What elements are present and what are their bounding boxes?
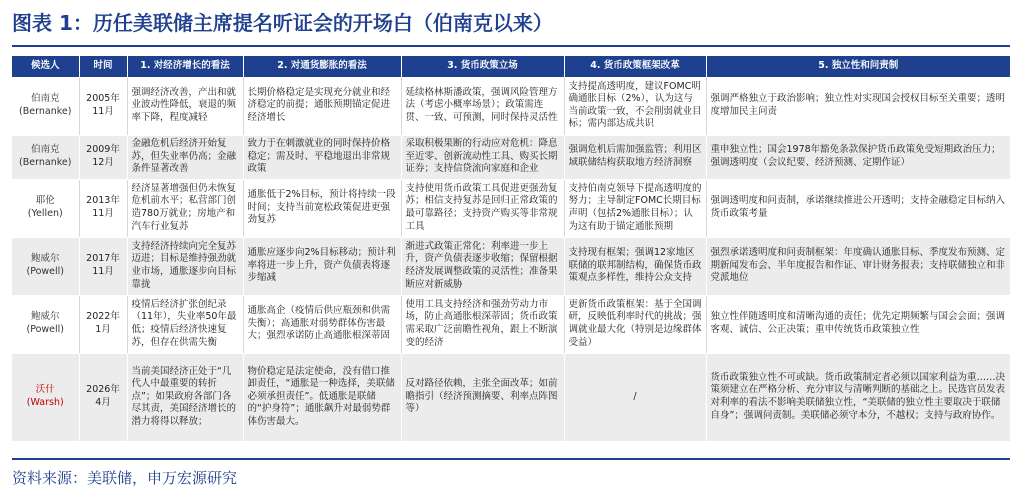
table-row (12, 77, 1010, 135)
inflation-cell: 长期价格稳定是实现充分就业和经济稳定的前提；通胀预期锚定促进经济增长 (243, 77, 401, 135)
policy-cell: 反对路径依赖，主张全面改革；如前瞻指引（经济预测摘要、利率点阵图等） (401, 353, 564, 441)
title-divider (12, 45, 1010, 47)
candidate-cell (12, 77, 79, 135)
candidate-cell (12, 295, 79, 353)
date-cell: 2009年12月 (79, 135, 127, 179)
growth-cell: 金融危机后经济开始复苏，但失业率仍高；金融条件显著改善 (127, 135, 243, 179)
growth-cell: 支持经济持续向完全复苏迈进；目标是维持强劲就业市场，通胀逐步向目标靠拢 (127, 237, 243, 295)
inflation-cell: 物价稳定是法定使命，没有借口推卸责任，“通胀是一种选择，美联储必须承担责任”。低通胀是联储的“护身符”；通胀飙升对最弱势群体伤害最大。 (243, 353, 401, 441)
independence-cell: 强调透明度和问责制，承诺继续推进公开透明；支持金融稳定目标纳入货币政策考量 (706, 179, 1010, 237)
source-note: 资料来源：美联储，申万宏源研究 (12, 469, 238, 487)
candidate-name-en: (Powell) (26, 266, 64, 277)
header-date: 时间 (79, 56, 127, 77)
inflation-cell: 通胀高企（疫情后供应瓶颈和供需失衡）；高通胀对弱势群体伤害最大；强烈承诺防止高通胀根深蒂固 (243, 295, 401, 353)
candidate-name-en: (Powell) (26, 324, 64, 335)
table-row (12, 179, 1010, 237)
page-title: 图表 1：历任美联储主席提名听证会的开场白（伯南克以来） (12, 11, 553, 35)
candidate-cell (12, 179, 79, 237)
growth-cell: 经济显著增强但仍未恢复危机前水平；私营部门创造780万就业；房地产和汽车行业复苏 (127, 179, 243, 237)
candidate-name: 沃什 (35, 384, 55, 396)
header-growth: 1. 对经济增长的看法 (127, 56, 243, 77)
independence-cell: 货币政策独立性不可或缺。货币政策制定者必须以国家利益为重……决策须建立在严格分析、充分审议与清晰判断的基础之上。民选官员发表对利率的看法不影响美联储独立性，“美联储的独立性主要取决于联储自身”；强调问责制。美联储必须守本分，不越权；支持与政府协作。 (706, 353, 1010, 441)
candidate-name: 鲍威尔 (30, 311, 60, 323)
inflation-cell: 通胀低于2%目标，预计将持续一段时间；支持当前宽松政策促进更强劲复苏 (243, 179, 401, 237)
date-cell: 2013年11月 (79, 179, 127, 237)
framework-cell: 支持提高透明度，建议FOMC明确通胀目标（2%），认为这与当前政策一致，不会削弱就业目标；需内部达成共识 (564, 77, 706, 135)
policy-cell: 渐进式政策正常化：利率进一步上升，资产负债表逐步收缩；保留根据经济发展调整政策的灵活性；准备果断应对新威胁 (401, 237, 564, 295)
header-candidate: 候选人 (12, 56, 79, 77)
policy-cell: 延续格林斯潘政策，强调风险管理方法（考虑小概率场景）；政策需连贯、一致、可预测，同时保持灵活性 (401, 77, 564, 135)
table-row (12, 353, 1010, 441)
growth-cell: 当前美国经济正处于“几代人中最重要的转折点”；如果政府各部门各尽其责，美国经济增长的潜力将得以释放； (127, 353, 243, 441)
candidate-name: 伯南克 (30, 93, 60, 105)
policy-cell: 采取积极果断的行动应对危机：降息至近零、创新流动性工具、购买长期证券；支持信贷流向家庭和企业 (401, 135, 564, 179)
framework-cell: 强调危机后需加强监管；利用区域联储结构获取地方经济洞察 (564, 135, 706, 179)
date-cell: 2026年4月 (79, 353, 127, 441)
header-independence: 5. 独立性和问责制 (706, 56, 1010, 77)
framework-cell: 支持伯南克领导下提高透明度的努力；主导制定FOMC长期目标声明（包括2%通胀目标）；认为这有助于锚定通胀预期 (564, 179, 706, 237)
source-divider (12, 458, 1010, 460)
table-row (12, 295, 1010, 353)
policy-cell: 使用工具支持经济和强劲劳动力市场，防止高通胀根深蒂固；货币政策需采取广泛前瞻性视角，跟上不断演变的经济 (401, 295, 564, 353)
date-cell: 2022年1月 (79, 295, 127, 353)
framework-cell: / (564, 353, 706, 441)
chair-testimony-table (12, 56, 1010, 442)
candidate-name-en: (Warsh) (26, 397, 64, 408)
inflation-cell: 致力于在刺激就业的同时保持价格稳定；需及时、平稳地退出非常规政策 (243, 135, 401, 179)
independence-cell: 独立性伴随透明度和清晰沟通的责任；优先定期频繁与国会会面；强调客观、诚信、公正决策；重申传统货币政策独立性 (706, 295, 1010, 353)
framework-cell: 更新货币政策框架：基于全国调研，反映低利率时代的挑战；强调就业最大化（特别是边缘群体受益） (564, 295, 706, 353)
date-cell: 2017年11月 (79, 237, 127, 295)
growth-cell: 疫情后经济扩张创纪录（11年），失业率50年最低；疫情后经济快速复苏，但存在供需失衡 (127, 295, 243, 353)
independence-cell: 强调严格独立于政治影响；独立性对实现国会授权目标至关重要；透明度增加民主问责 (706, 77, 1010, 135)
candidate-cell (12, 237, 79, 295)
independence-cell: 强烈承诺透明度和问责制框架：年度确认通胀目标、季度发布预测、定期新闻发布会、半年度报告和作证、审计财务报表；支持联储独立和非党派地位 (706, 237, 1010, 295)
date-cell: 2005年11月 (79, 77, 127, 135)
table-row (12, 135, 1010, 179)
candidate-name-en: (Bernanke) (19, 157, 72, 168)
header-framework: 4. 货币政策框架改革 (564, 56, 706, 77)
candidate-name-en: (Yellen) (27, 208, 63, 219)
table-row (12, 237, 1010, 295)
candidate-cell (12, 135, 79, 179)
framework-cell: 支持现有框架；强调12家地区联储的联邦制结构，确保货币政策观点多样性，维持公众支持 (564, 237, 706, 295)
candidate-cell (12, 353, 79, 441)
independence-cell: 重申独立性；国会1978年豁免条款保护货币政策免受短期政治压力；强调透明度（会议纪要、经济预测、定期作证） (706, 135, 1010, 179)
growth-cell: 强调经济改善，产出和就业波动性降低，衰退的频率下降，程度减轻 (127, 77, 243, 135)
header-policy: 3. 货币政策立场 (401, 56, 564, 77)
inflation-cell: 通胀应逐步向2%目标移动；预计利率将进一步上升，资产负债表将逐步缩减 (243, 237, 401, 295)
candidate-name-en: (Bernanke) (19, 105, 72, 117)
policy-cell: 支持使用货币政策工具促进更强劲复苏；相信支持复苏是回归正常政策的最可靠路径；支持资产购买等非常规工具 (401, 179, 564, 237)
candidate-name: 耶伦 (35, 195, 55, 207)
candidate-name: 鲍威尔 (30, 253, 60, 265)
table-header-row (12, 56, 1010, 77)
header-inflation: 2. 对通货膨胀的看法 (243, 56, 401, 77)
candidate-name: 伯南克 (30, 144, 60, 156)
